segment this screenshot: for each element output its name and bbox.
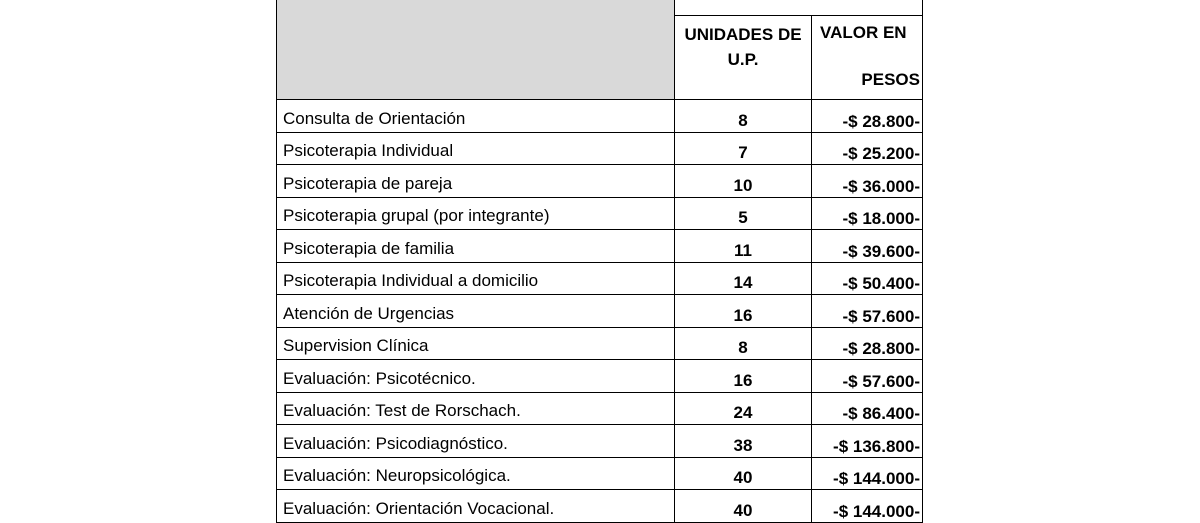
header-blank-cell [675, 0, 923, 16]
service-cell: Psicoterapia de familia [277, 230, 675, 263]
price-cell: -$ 144.000- [812, 490, 923, 523]
table-title [313, 0, 638, 2]
table-row [277, 295, 923, 328]
price-cell: -$ 28.800- [812, 100, 923, 133]
table-row [277, 327, 923, 360]
table-row [277, 360, 923, 393]
price-cell: -$ 57.600- [812, 295, 923, 328]
table-row [277, 165, 923, 198]
fee-table [276, 0, 923, 523]
price-cell: -$ 36.000- [812, 165, 923, 198]
units-cell: 5 [675, 197, 812, 230]
price-cell: -$ 136.800- [812, 425, 923, 458]
service-cell: Consulta de Orientación [277, 100, 675, 133]
table-row [277, 392, 923, 425]
price-cell: -$ 18.000- [812, 197, 923, 230]
fee-table-container [276, 0, 922, 523]
price-cell: -$ 50.400- [812, 262, 923, 295]
units-cell: 7 [675, 132, 812, 165]
service-cell: Supervision Clínica [277, 327, 675, 360]
units-cell: 38 [675, 425, 812, 458]
header-row-top [277, 0, 923, 16]
units-column-header [675, 16, 812, 100]
table-row [277, 100, 923, 133]
units-cell: 14 [675, 262, 812, 295]
units-cell: 24 [675, 392, 812, 425]
service-cell: Psicoterapia grupal (por integrante) [277, 197, 675, 230]
table-row [277, 457, 923, 490]
price-cell: -$ 28.800- [812, 327, 923, 360]
price-cell: -$ 57.600- [812, 360, 923, 393]
table-row [277, 230, 923, 263]
service-cell: Psicoterapia Individual [277, 132, 675, 165]
service-cell: Evaluación: Psicotécnico. [277, 360, 675, 393]
table-title-cell [277, 0, 675, 100]
units-cell: 40 [675, 490, 812, 523]
price-cell: -$ 25.200- [812, 132, 923, 165]
service-cell: Evaluación: Neuropsicológica. [277, 457, 675, 490]
service-cell: Evaluación: Orientación Vocacional. [277, 490, 675, 523]
table-row [277, 425, 923, 458]
service-cell: Psicoterapia Individual a domicilio [277, 262, 675, 295]
table-row [277, 197, 923, 230]
value-column-header-line1: VALOR EN [820, 23, 907, 42]
service-cell: Evaluación: Test de Rorschach. [277, 392, 675, 425]
table-row [277, 132, 923, 165]
units-cell: 8 [675, 100, 812, 133]
table-row [277, 262, 923, 295]
units-cell: 16 [675, 360, 812, 393]
units-cell: 10 [675, 165, 812, 198]
table-row [277, 490, 923, 523]
units-column-header-label: UNIDADES DE U.P. [684, 25, 802, 69]
value-column-header-line2: PESOS [861, 70, 920, 89]
units-cell: 8 [675, 327, 812, 360]
service-cell: Evaluación: Psicodiagnóstico. [277, 425, 675, 458]
service-cell: Atención de Urgencias [277, 295, 675, 328]
value-column-header [812, 16, 923, 100]
price-cell: -$ 86.400- [812, 392, 923, 425]
units-cell: 16 [675, 295, 812, 328]
price-cell: -$ 144.000- [812, 457, 923, 490]
units-cell: 40 [675, 457, 812, 490]
service-cell: Psicoterapia de pareja [277, 165, 675, 198]
units-cell: 11 [675, 230, 812, 263]
price-cell: -$ 39.600- [812, 230, 923, 263]
